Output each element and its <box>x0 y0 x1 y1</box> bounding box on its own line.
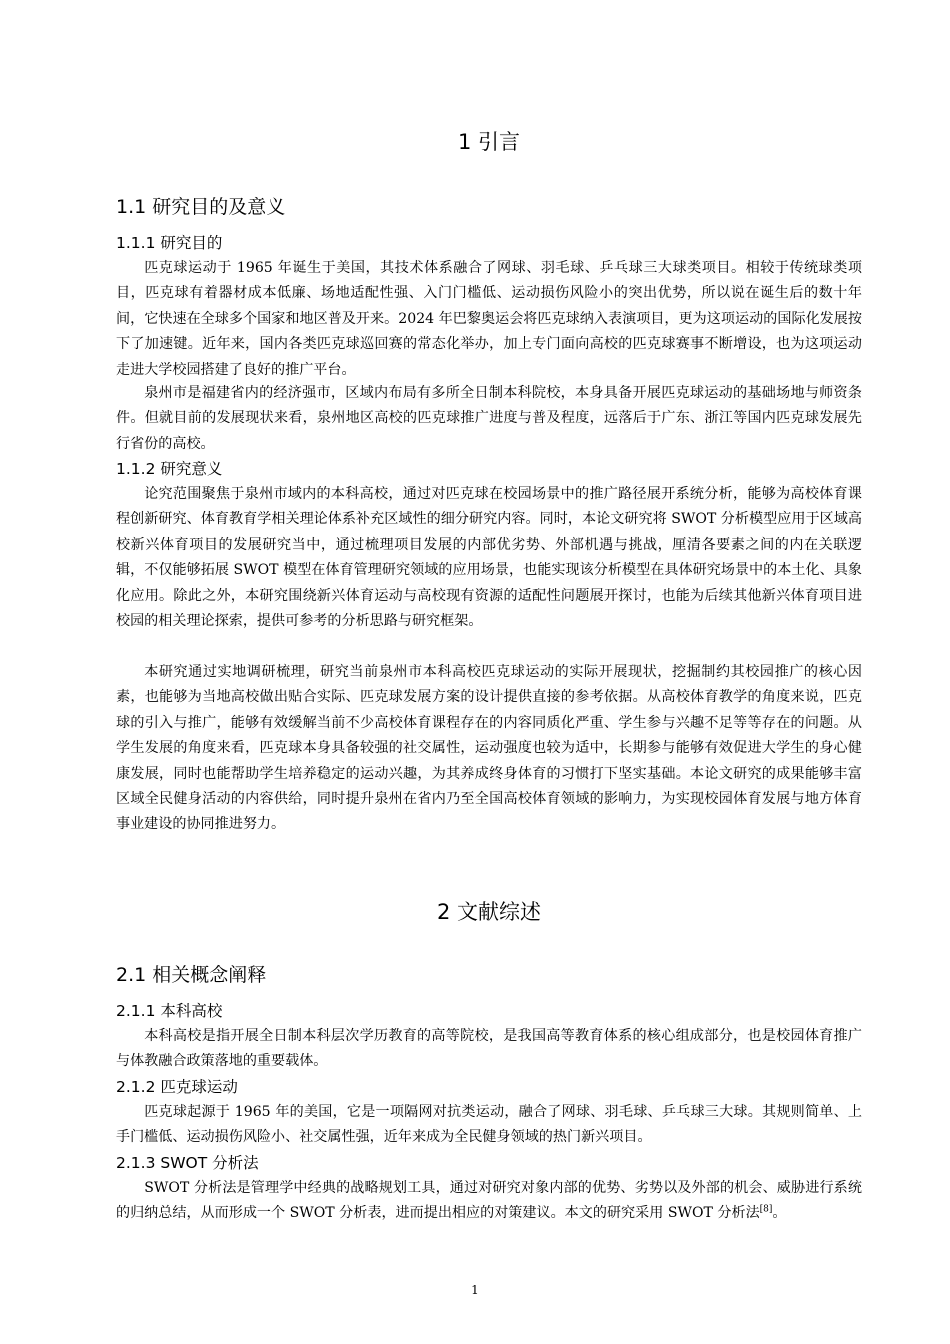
citation-reference[interactable]: [8] <box>759 1204 773 1215</box>
page-number: 1 <box>471 1283 479 1297</box>
section-title-concepts: 2.1 相关概念阐释 <box>116 964 267 986</box>
paragraph-significance-1: 论究范围聚焦于泉州市域内的本科高校，通过对匹克球在校园场景中的推广路径展开系统分析，能够为高校体育课程创新研究、体育教育学相关理论体系补充区域性的细分研究内容。同时，本论文研究将 SWOT 分析模型应用于区域高校新兴体育项目的发展研究当中，通过梳理项目发展的内部优劣势、外部机遇与挑战，厘清各要素之间的内在关联逻辑，不仅能够拓展 SWOT 模型在体育管理研究领域的应用场景，也能实现该分析模型在具体研究场景中的本土化、具象化应用。除此之外，本研究围绕新兴体育运动与高校现有资源的适配性问题展开探讨，也能为后续其他新兴体育项目进校园的相关理论探索，提供可参考的分析思路与研究框架。 <box>116 486 862 630</box>
subsection-title-swot: 2.1.3 SWOT 分析法 <box>116 1154 259 1172</box>
paragraph-pickleball: 匹克球起源于 1965 年的美国，它是一项隔网对抗类运动，融合了网球、羽毛球、乒乓球三大球。其规则简单、上手门槛低、运动损伤风险小、社交属性强，近年来成为全民健身领域的热门新兴项目。 <box>116 1104 862 1146</box>
paragraph-swot-end: 。 <box>772 1205 787 1222</box>
chapter-title-introduction: 1 引言 <box>457 130 521 154</box>
paragraph-significance-2: 本研究通过实地调研梳理，研究当前泉州市本科高校匹克球运动的实际开展现状，挖掘制约其校园推广的核心因素，也能够为当地高校做出贴合实际、匹克球发展方案的设计提供直接的参考依据。从高校体育教学的角度来说，匹克球的引入与推广，能够有效缓解当前不少高校体育课程存在的内容同质化严重、学生参与兴趣不足等等存在的问题。从学生发展的角度来看，匹克球本身具备较强的社交属性，运动强度也较为适中，长期参与能够有效促进大学生的身心健康发展，同时也能帮助学生培养稳定的运动兴趣，为其养成终身体育的习惯打下坚实基础。本论文研究的成果能够丰富区域全民健身活动的内容供给，同时提升泉州在省内乃至全国高校体育领域的影响力，为实现校园体育发展与地方体育事业建设的协同推进努力。 <box>116 664 862 833</box>
section-title-purpose-significance: 1.1 研究目的及意义 <box>116 196 286 218</box>
chapter-title-literature-review: 2 文献综述 <box>436 900 542 924</box>
subsection-title-significance: 1.1.2 研究意义 <box>116 460 223 478</box>
subsection-title-purpose: 1.1.1 研究目的 <box>116 234 223 252</box>
paragraph-swot <box>116 1176 862 1227</box>
paragraph-purpose-2: 泉州市是福建省内的经济强市，区域内布局有多所全日制本科院校，本身具备开展匹克球运动的基础场地与师资条件。但就目前的发展现状来看，泉州地区高校的匹克球推广进度与普及程度，远落后于广东、浙江等国内匹克球发展先行省份的高校。 <box>116 385 862 452</box>
paragraph-universities: 本科高校是指开展全日制本科层次学历教育的高等院校，是我国高等教育体系的核心组成部分，也是校园体育推广与体教融合政策落地的重要载体。 <box>116 1028 862 1070</box>
subsection-title-universities: 2.1.1 本科高校 <box>116 1002 223 1020</box>
paragraph-purpose-1: 匹克球运动于 1965 年诞生于美国，其技术体系融合了网球、羽毛球、乒乓球三大球类项目。相较于传统球类项目，匹克球有着器材成本低廉、场地适配性强、入门门槛低、运动损伤风险小的突出优势，所以说在诞生后的数十年间，它快速在全球多个国家和地区普及开来。2024 年巴黎奥运会将匹克球纳入表演项目，更为这项运动的国际化发展按下了加速键。近年来，国内各类匹克球巡回赛的常态化举办，加上专门面向高校的匹克球赛事不断增设，也为这项运动走进大学校园搭建了良好的推广平台。 <box>116 260 862 378</box>
subsection-title-pickleball: 2.1.2 匹克球运动 <box>116 1078 238 1096</box>
paragraph-swot-text: SWOT 分析法是管理学中经典的战略规划工具，通过对研究对象内部的优势、劣势以及外部的机会、威胁进行系统的归纳总结，从而形成一个 SWOT 分析表，进而提出相应的对策建议。本文的研究采用 SWOT 分析法 <box>116 1180 862 1222</box>
